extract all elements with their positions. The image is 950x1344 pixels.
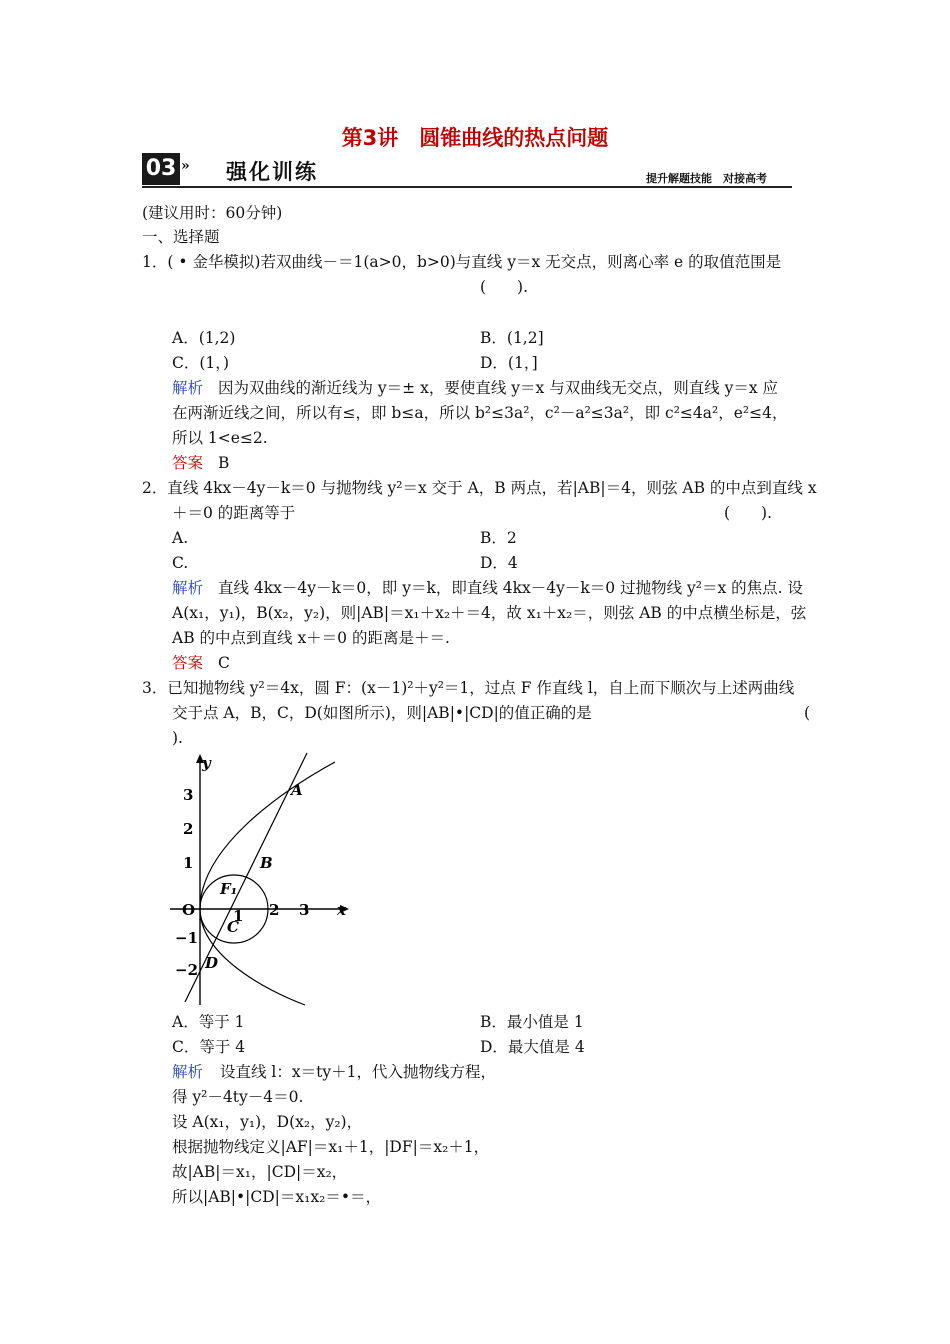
section-label: 一、选择题 bbox=[142, 228, 220, 246]
y-tick-label: −1 bbox=[175, 929, 199, 947]
y-tick-label: 1 bbox=[183, 854, 194, 872]
q1-answer-bracket: ( ). bbox=[480, 278, 529, 296]
q2-stem: ＋＝0 的距离等于 bbox=[172, 504, 296, 522]
q3-stem: 交于点 A，B，C，D(如图所示)，则|AB|•|CD|的值正确的是 bbox=[172, 704, 592, 722]
q3-solution-line: 设 A(x₁，y₁)，D(x₂，y₂)， bbox=[172, 1113, 363, 1131]
section-tagline: 提升解题技能 对接高考 bbox=[646, 172, 767, 185]
y-axis-label: y bbox=[202, 754, 211, 772]
section-heading: 强化训练 bbox=[226, 160, 318, 184]
point-label-c: C bbox=[227, 918, 239, 936]
q3-answer-bracket: ). bbox=[172, 729, 183, 747]
focus-label: F₁ bbox=[220, 880, 238, 898]
time-note: (建议用时：60分钟) bbox=[142, 204, 283, 222]
parabola-circle-figure bbox=[165, 750, 365, 1010]
q1-option-c: C．(1，) bbox=[172, 354, 230, 372]
q3-solution-line: 根据抛物线定义|AF|＝x₁＋1，|DF|＝x₂＋1， bbox=[172, 1138, 490, 1156]
q2-option-c: C. bbox=[172, 554, 189, 572]
q1-answer-label: 答案 bbox=[172, 454, 204, 472]
q1-stem: 1．( • 金华模拟)若双曲线－＝1(a>0，b>0)与直线 y＝x 无交点，则离心率 e 的取值范围是 bbox=[142, 253, 782, 271]
q2-option-d: D．4 bbox=[480, 554, 518, 572]
q1-solution-line: 所以 1<e≤2. bbox=[172, 429, 268, 447]
q2-answer-label: 答案 bbox=[172, 654, 204, 672]
q1-solution-line: 在两渐近线之间，所以有≤，即 b≤a，所以 b²≤3a²，c²－a²≤3a²，即 c²≤4a²，e²≤4， bbox=[172, 404, 788, 422]
point-label-a: A bbox=[291, 781, 303, 799]
q3-answer-bracket: ( bbox=[804, 704, 811, 722]
q3-option-a: A．等于 1 bbox=[172, 1013, 245, 1031]
x-tick-label: 3 bbox=[299, 901, 310, 919]
q1-solution-line: 因为双曲线的渐近线为 y＝± x，要使直线 y＝x 与双曲线无交点，则直线 y＝x 应 bbox=[218, 379, 779, 397]
q3-option-c: C．等于 4 bbox=[172, 1038, 246, 1056]
origin-label: O bbox=[182, 901, 196, 919]
q3-stem: 3．已知抛物线 y²＝4x，圆 F：(x－1)²＋y²＝1，过点 F 作直线 l，自上而下顺次与上述两曲线 bbox=[142, 679, 795, 697]
q2-solution-label: 解析 bbox=[172, 579, 204, 597]
q2-option-a: A. bbox=[172, 529, 189, 547]
q1-option-a: A．(1,2) bbox=[172, 329, 236, 347]
y-tick-label: −2 bbox=[175, 961, 199, 979]
q1-option-b: B．(1,2] bbox=[480, 329, 544, 347]
q3-solution-line: 得 y²－4ty－4＝0. bbox=[172, 1088, 304, 1106]
q1-answer: B bbox=[218, 454, 230, 472]
point-label-d: D bbox=[205, 954, 219, 972]
line-l bbox=[185, 753, 310, 1002]
section-number-badge: 03 bbox=[142, 153, 180, 185]
x-tick-label: 1 bbox=[233, 907, 244, 925]
q1-solution-label: 解析 bbox=[172, 379, 204, 397]
y-tick-label: 2 bbox=[183, 820, 194, 838]
q2-stem: 2．直线 4kx－4y－k＝0 与抛物线 y²＝x 交于 A，B 两点，若|AB|＝4，则弦 AB 的中点到直线 x bbox=[142, 479, 817, 497]
q3-option-d: D．最大值是 4 bbox=[480, 1038, 585, 1056]
banner-divider bbox=[142, 186, 792, 188]
q2-solution-line: AB 的中点到直线 x＋＝0 的距离是＋＝. bbox=[172, 629, 450, 647]
q3-option-b: B．最小值是 1 bbox=[480, 1013, 584, 1031]
q3-solution-line: 设直线 l：x＝ty＋1，代入抛物线方程， bbox=[220, 1063, 496, 1081]
page-title: 第3讲 圆锥曲线的热点问题 bbox=[341, 126, 609, 150]
chevron-right-icon: » bbox=[181, 158, 190, 174]
x-axis-label: x bbox=[337, 901, 346, 919]
point-label-b: B bbox=[260, 854, 273, 872]
q2-option-b: B．2 bbox=[480, 529, 517, 547]
q2-solution-line: A(x₁，y₁)，B(x₂，y₂)，则|AB|＝x₁＋x₂＋＝4，故 x₁＋x₂＝，则弦 AB 的中点横坐标是，弦 bbox=[172, 604, 807, 622]
q2-solution-line: 直线 4kx－4y－k＝0，即 y＝k，即直线 4kx－4y－k＝0 过抛物线 y²＝x 的焦点. 设 bbox=[218, 579, 804, 597]
y-tick-label: 3 bbox=[183, 786, 194, 804]
q3-solution-label: 解析 bbox=[172, 1063, 204, 1081]
q2-answer-bracket: ( ). bbox=[724, 504, 773, 522]
q2-answer: C bbox=[218, 654, 230, 672]
x-tick-label: 2 bbox=[269, 901, 280, 919]
q3-solution-line: 所以|AB|•|CD|＝x₁x₂＝•＝， bbox=[172, 1188, 381, 1206]
q1-option-d: D．(1，] bbox=[480, 354, 538, 372]
q3-solution-line: 故|AB|＝x₁，|CD|＝x₂， bbox=[172, 1163, 348, 1181]
